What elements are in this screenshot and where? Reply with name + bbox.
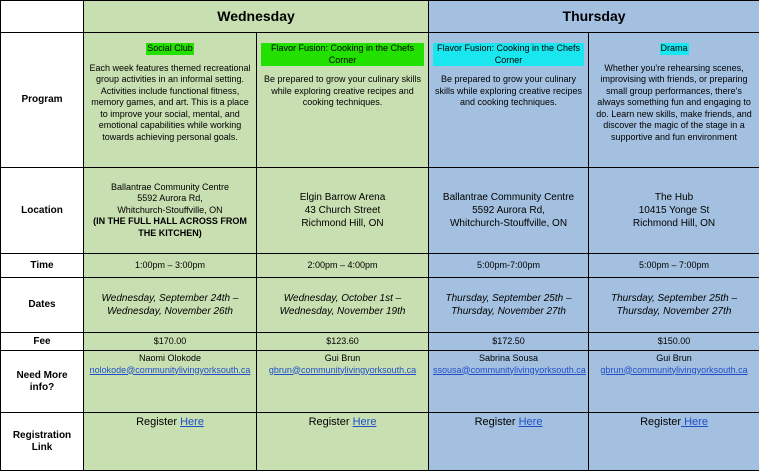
info-cell-4 bbox=[589, 351, 759, 413]
row-label-registration: Registration Link bbox=[1, 413, 84, 471]
contact-name: Sabrina Sousa bbox=[478, 353, 539, 363]
location-line: 43 Church Street bbox=[304, 205, 381, 216]
contact-name: Gui Brun bbox=[656, 353, 692, 363]
info-cell-2 bbox=[257, 351, 429, 413]
program-title: Drama bbox=[660, 43, 688, 53]
wednesday-header: Wednesday bbox=[84, 1, 429, 33]
register-cell-1 bbox=[84, 413, 257, 471]
location-note: (IN THE FULL HALL ACROSS FROM THE KITCHEN) bbox=[93, 216, 247, 238]
location-line: The Hub bbox=[654, 192, 694, 203]
location-line: Richmond Hill, ON bbox=[301, 218, 384, 229]
location-line: 5592 Aurora Rd, bbox=[137, 193, 203, 204]
location-line: Elgin Barrow Arena bbox=[299, 192, 386, 203]
row-label-time: Time bbox=[1, 254, 84, 278]
program-description: Each week features themed recreational group activities in an informal setting. Activities include functional fitness, memory games, and art. This is a place to improve your social, mental, and emotional capabilities while working towards achieving personal goals. bbox=[89, 62, 251, 142]
program-cell-4 bbox=[589, 33, 759, 168]
register-text: Register bbox=[308, 416, 353, 428]
dates-cell-3: Thursday, September 25th – Thursday, November 27th bbox=[429, 278, 589, 333]
dates-cell-1: Wednesday, September 24th – Wednesday, November 26th bbox=[84, 278, 257, 333]
contact-name: Naomi Olokode bbox=[138, 353, 202, 363]
program-title: Flavor Fusion: Cooking in the Chefs Corner bbox=[261, 43, 424, 66]
location-cell-3 bbox=[429, 168, 589, 254]
fee-cell-2: $123.60 bbox=[257, 333, 429, 351]
corner-cell bbox=[1, 1, 84, 33]
register-text: Register bbox=[640, 416, 682, 428]
contact-name: Gui Brun bbox=[324, 353, 361, 363]
location-line: Whitchurch-Stouffville, ON bbox=[117, 204, 223, 215]
thursday-header: Thursday bbox=[429, 1, 759, 33]
time-cell-4: 5:00pm – 7:00pm bbox=[589, 254, 759, 278]
program-description: Be prepared to grow your culinary skills while exploring creative recipes and cooking techniques. bbox=[434, 74, 583, 107]
contact-email-link[interactable]: nolokode@communitylivingyorksouth.ca bbox=[89, 364, 251, 375]
row-label-fee: Fee bbox=[1, 333, 84, 351]
register-here-link[interactable]: Here bbox=[518, 416, 543, 428]
program-cell-1 bbox=[84, 33, 257, 168]
location-cell-2 bbox=[257, 168, 429, 254]
program-title: Social Club bbox=[147, 43, 193, 53]
program-title: Flavor Fusion: Cooking in the Chefs Corner bbox=[433, 43, 584, 66]
program-cell-3 bbox=[429, 33, 589, 168]
location-line: Ballantrae Community Centre bbox=[110, 181, 230, 192]
fee-cell-3: $172.50 bbox=[429, 333, 589, 351]
time-cell-1: 1:00pm – 3:00pm bbox=[84, 254, 257, 278]
register-cell-2 bbox=[257, 413, 429, 471]
contact-email-link[interactable]: gbrun@communitylivingyorksouth.ca bbox=[600, 364, 748, 375]
contact-email-link[interactable]: gbrun@communitylivingyorksouth.ca bbox=[268, 364, 417, 375]
info-cell-1 bbox=[84, 351, 257, 413]
dates-cell-4: Thursday, September 25th – Thursday, November 27th bbox=[589, 278, 759, 333]
location-line: 10415 Yonge St bbox=[638, 205, 710, 216]
dates-cell-2: Wednesday, October 1st – Wednesday, November 19th bbox=[257, 278, 429, 333]
time-cell-2: 2:00pm – 4:00pm bbox=[257, 254, 429, 278]
program-description: Be prepared to grow your culinary skills while exploring creative recipes and cooking techniques. bbox=[263, 74, 422, 107]
info-cell-3 bbox=[429, 351, 589, 413]
row-label-location: Location bbox=[1, 168, 84, 254]
time-cell-3: 5:00pm-7:00pm bbox=[429, 254, 589, 278]
location-line: Richmond Hill, ON bbox=[632, 218, 716, 229]
fee-cell-4: $150.00 bbox=[589, 333, 759, 351]
location-line: Ballantrae Community Centre bbox=[442, 192, 575, 203]
location-line: 5592 Aurora Rd, bbox=[472, 205, 545, 216]
register-here-link[interactable]: Here bbox=[180, 416, 204, 428]
register-here-link[interactable]: Here bbox=[352, 416, 377, 428]
contact-email-link[interactable]: ssousa@communitylivingyorksouth.ca bbox=[433, 364, 586, 375]
row-label-program: Program bbox=[1, 33, 84, 168]
location-cell-4 bbox=[589, 168, 759, 254]
register-text: Register bbox=[136, 416, 181, 428]
location-cell-1 bbox=[84, 168, 257, 254]
row-label-info: Need More info? bbox=[1, 351, 84, 413]
program-cell-2 bbox=[257, 33, 429, 168]
fee-cell-1: $170.00 bbox=[84, 333, 257, 351]
program-description: Whether you're rehearsing scenes, improvising with friends, or preparing small group performances, there's always something fun and engaging to do. Learn new skills, make friends, and discover the magic of the stage in a supportive and fun environment bbox=[596, 62, 752, 142]
register-here-link[interactable]: Here bbox=[681, 416, 708, 428]
row-label-dates: Dates bbox=[1, 278, 84, 333]
register-cell-3 bbox=[429, 413, 589, 471]
register-text: Register bbox=[474, 416, 519, 428]
register-cell-4 bbox=[589, 413, 759, 471]
location-line: Whitchurch-Stouffville, ON bbox=[449, 218, 568, 229]
